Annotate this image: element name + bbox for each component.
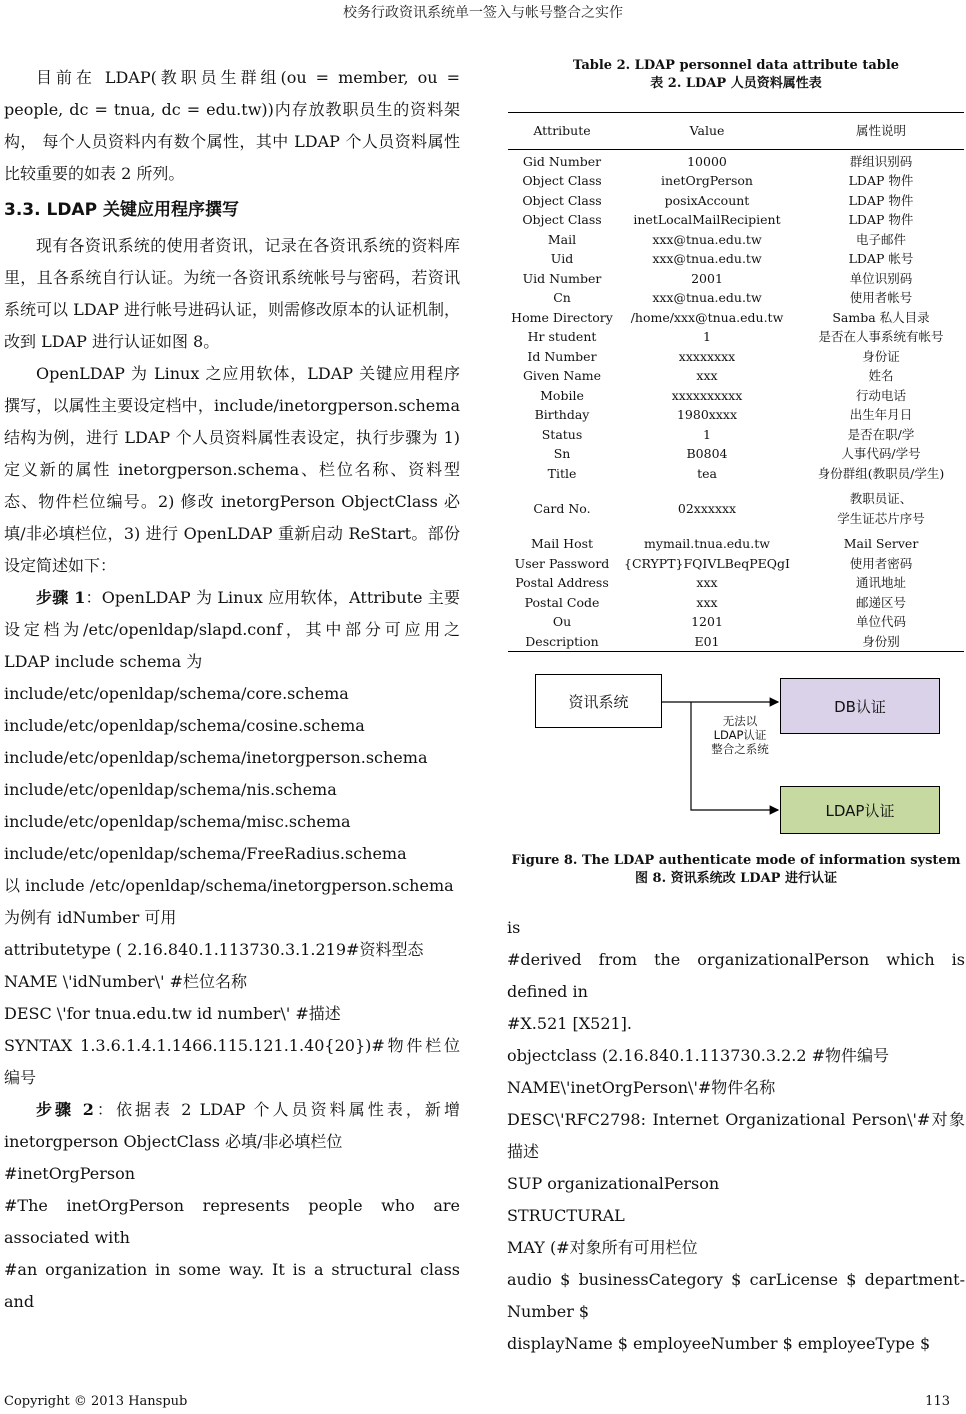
- table-cell: E01: [616, 632, 798, 652]
- code-line: #derived from the organizationalPerson which is defined in: [507, 950, 965, 1001]
- table-row: [508, 230, 964, 250]
- table-row: [508, 308, 964, 328]
- table-row: [508, 269, 964, 289]
- step1-text: ：OpenLDAP 为 Linux 应用软体，Attribute 主要设定档为/etc/openldap/slapd.conf，其中部分可应用之 LDAP include schema 为: [4, 588, 460, 671]
- figure-note: [704, 714, 776, 756]
- code-line: is: [507, 918, 521, 937]
- table-cell: tea: [697, 465, 717, 481]
- table-cell: 邮递区号: [855, 594, 906, 610]
- table-row: [508, 249, 964, 269]
- table-cell: xxxxxxxx: [678, 348, 736, 364]
- table-cell: 身份群组(教职员/学生): [817, 465, 945, 481]
- table-cell: 单位代码: [855, 614, 906, 629]
- table-cell: 人事代码/学号: [841, 446, 921, 461]
- code-comment: #inetOrgPerson: [4, 1164, 136, 1183]
- table-cell: Id Number: [527, 348, 597, 364]
- table-cell: Postal Address: [515, 575, 609, 590]
- include-line: include/etc/openldap/schema/cosine.schema: [4, 716, 365, 735]
- table-row: [508, 534, 964, 554]
- table-cell: Mail: [547, 231, 577, 247]
- code-comment: #The inetOrgPerson represents people who are associated with: [4, 1196, 460, 1247]
- table-cell: Card No.: [533, 500, 591, 516]
- table-cell: xxx@tnua.edu.tw: [652, 231, 762, 247]
- table-cell: posixAccount: [664, 192, 750, 208]
- paragraph-openldap: OpenLDAP 为 Linux 之应用软体，LDAP 关键应用程序撰写，以属性主要设定档中，include/inetorgperson.schema 结构为例，进行 LDAP 个人员资料属性表设定，执行步骤为 1) 定义新的属性 inetorgperson.schema、栏位名称、资料型态、物件栏位编号。2) 修改 inetorgPerson ObjectClass 必填/非必填栏位，3) 进行 OpenLDAP 重新启动 ReStart。部份设定简述如下：: [4, 364, 460, 575]
- table-cell: xxx: [696, 368, 718, 383]
- table-row: [508, 327, 964, 347]
- table-header-cell: Value: [616, 113, 798, 150]
- note-line: LDAP认证: [713, 728, 767, 742]
- table-cell: {CRYPT}FQIVLBeqPEQgI: [624, 555, 790, 571]
- table-cell: Sn: [553, 446, 571, 461]
- table-cell: Description: [508, 632, 616, 652]
- include-line: include/etc/openldap/schema/nis.schema: [4, 780, 337, 799]
- syntax-line: SYNTAX 1.3.6.1.4.1.1466.115.121.1.40{20})#物件栏位编号: [4, 1036, 460, 1087]
- include-line: include/etc/openldap/schema/core.schema: [4, 684, 349, 703]
- info-system-box: 资讯系统: [535, 674, 662, 728]
- table-row: [508, 347, 964, 367]
- table-row: [508, 405, 964, 425]
- table-cell: LDAP 物件: [848, 212, 914, 227]
- step2-label: 步骤 2: [36, 1100, 94, 1119]
- table-row: [508, 444, 964, 464]
- table-row: [508, 554, 964, 574]
- table-cell: xxx@tnua.edu.tw: [652, 251, 762, 266]
- table-cell: B0804: [686, 446, 728, 461]
- table-header-cell: 属性说明: [798, 113, 964, 150]
- section-heading: 3.3. LDAP 关键应用程序撰写: [4, 200, 239, 220]
- table-cell: Samba 私人目录: [832, 309, 930, 325]
- table-body: [508, 149, 964, 652]
- attribute-table: [508, 112, 964, 652]
- table-cell: 通讯地址: [855, 575, 906, 590]
- table-cell: Uid: [550, 251, 574, 266]
- table-cell: LDAP 物件: [848, 192, 914, 208]
- example-intro: 为例有 idNumber 可用: [4, 908, 177, 927]
- table-cell: 出生年月日: [849, 407, 913, 422]
- include-line: include/etc/openldap/schema/inetorgperson.schema: [4, 748, 428, 767]
- table-cell: Home Directory: [511, 309, 613, 325]
- table-cell: 1: [703, 329, 711, 344]
- table-caption-zh: 表 2. LDAP 人员资料属性表: [650, 76, 822, 91]
- table-cell: 1: [703, 426, 711, 442]
- paragraph-auth: 现有各资讯系统的使用者资讯，记录在各资讯系统的资料库里，且各系统自行认证。为统一各资讯系统帐号与密码，若资讯系统可以 LDAP 进行帐号进码认证，则需修改原本的认证机制，改到 LDAP 进行认证如图 8。: [4, 236, 460, 351]
- table-caption-en: Table 2. LDAP personnel data attribute table: [572, 58, 900, 73]
- table-row: [508, 191, 964, 211]
- table-cell: /home/xxx@tnua.edu.tw: [630, 309, 784, 325]
- left-column: [4, 62, 460, 1318]
- table-cell: Birthday: [534, 407, 590, 422]
- table-cell: Cn: [553, 290, 571, 305]
- table-cell: xxxxxxxxxx: [671, 387, 743, 403]
- table-cell: LDAP 物件: [848, 173, 914, 188]
- table-row: [508, 593, 964, 613]
- table-cell: Ou: [552, 614, 572, 629]
- code-line: audio $ businessCategory $ carLicense $ department-Number $: [507, 1270, 965, 1321]
- table-cell: Uid Number: [522, 270, 602, 286]
- table-cell: 单位识别码: [849, 270, 913, 286]
- table-cell: 教职员证、 学生证芯片序号: [837, 491, 925, 526]
- table-row: [508, 425, 964, 445]
- code-line: DESC \'for tnua.edu.tw id number\' #描述: [4, 1004, 341, 1023]
- include-line: include/etc/openldap/schema/misc.schema: [4, 812, 351, 831]
- table-cell: LDAP 帐号: [848, 251, 914, 266]
- table-row: [508, 171, 964, 191]
- table-cell: xxx: [696, 575, 718, 590]
- running-header: 校务行政资讯系统单一签入与帐号整合之实作: [343, 5, 623, 21]
- table-row: [508, 632, 964, 652]
- table-row: [508, 573, 964, 593]
- table-cell: Status: [541, 426, 583, 442]
- table-cell: Postal Code: [524, 594, 600, 610]
- code-line: MAY (#对象所有可用栏位: [507, 1238, 698, 1257]
- table-cell: Object Class: [522, 192, 602, 208]
- table-cell: mymail.tnua.edu.tw: [644, 536, 770, 551]
- db-auth-box: DB认证: [780, 678, 940, 734]
- table-header-cell: Attribute: [508, 113, 616, 150]
- table-cell: 是否在人事系统有帐号: [818, 329, 944, 344]
- table-cell: Gid Number: [522, 153, 602, 169]
- code-line: objectclass (2.16.840.1.113730.3.2.2 #物件编号: [507, 1046, 890, 1065]
- code-line: NAME \'idNumber\' #栏位名称: [4, 972, 247, 991]
- code-line: SUP organizationalPerson: [507, 1174, 720, 1193]
- figure-caption: [508, 852, 964, 888]
- table-cell: 行动电话: [855, 387, 906, 403]
- table-cell: 电子邮件: [855, 231, 906, 247]
- table-cell: inetOrgPerson: [661, 173, 753, 188]
- table-cell: 姓名: [868, 368, 894, 383]
- table-cell: 是否在职/学: [847, 426, 915, 442]
- example-intro: 以 include /etc/openldap/schema/inetorgperson.schema: [4, 876, 454, 895]
- table-cell: Mail Server: [843, 536, 919, 551]
- table-cell: xxx@tnua.edu.tw: [652, 290, 762, 305]
- table-row: [508, 386, 964, 406]
- figure-8: [508, 660, 964, 850]
- table-cell: 02xxxxxx: [677, 500, 737, 516]
- table-row: [508, 612, 964, 632]
- table-cell: inetLocalMailRecipient: [633, 212, 781, 227]
- paragraph-step2: [4, 1094, 460, 1158]
- table-cell: 使用者密码: [849, 555, 913, 571]
- table-row: [508, 483, 964, 534]
- note-line: 无法以: [722, 714, 758, 728]
- table-cell: 身份别: [798, 632, 964, 652]
- table-cell: User Password: [514, 555, 610, 571]
- table-cell: 2001: [691, 270, 723, 286]
- table-row: [508, 210, 964, 230]
- page-number: 113: [925, 1394, 950, 1409]
- paragraph-intro: 目前在 LDAP(教职员生群组(ou = member, ou = people, dc = tnua, dc = edu.tw))内存放教职员生的资料架构， 每个人员资料内有数个属性，其中 LDAP 个人员资料属性比较重要的如表 2 所列。: [4, 68, 460, 183]
- table-cell: xxx: [696, 594, 718, 610]
- code-line: STRUCTURAL: [507, 1206, 625, 1225]
- note-line: 整合之系统: [711, 742, 769, 756]
- footer-copyright: Copyright © 2013 Hanspub: [4, 1394, 188, 1409]
- table-cell: Hr student: [527, 329, 597, 344]
- code-line: #X.521 [X521].: [507, 1014, 633, 1033]
- table-row: [508, 149, 964, 171]
- figure-caption-zh: 图 8. 资讯系统改 LDAP 进行认证: [635, 871, 837, 886]
- table-row: [508, 366, 964, 386]
- code-comment: #an organization in some way. It is a structural class and: [4, 1260, 460, 1311]
- step1-label: 步骤 1: [36, 588, 86, 607]
- table-cell: 1201: [691, 614, 723, 629]
- code-line: attributetype ( 2.16.840.1.113730.3.1.219#资料型态: [4, 940, 424, 959]
- code-line: NAME\'inetOrgPerson\'#物件名称: [507, 1078, 776, 1097]
- code-line: DESC\'RFC2798: Internet Organizational Person\'#对象描述: [507, 1110, 965, 1161]
- table-cell: 群组识别码: [849, 153, 913, 169]
- table-cell: Object Class: [522, 173, 602, 188]
- right-column: [507, 912, 965, 1360]
- paragraph-step1: [4, 582, 460, 678]
- include-line: include/etc/openldap/schema/FreeRadius.schema: [4, 844, 407, 863]
- figure-caption-en: Figure 8. The LDAP authenticate mode of information system: [511, 853, 961, 868]
- table-cell: Object Class: [522, 212, 602, 227]
- table-caption: [508, 57, 964, 93]
- table-cell: Given Name: [522, 368, 602, 383]
- table-cell: 10000: [687, 153, 727, 169]
- table-cell: Mobile: [540, 387, 584, 403]
- ldap-auth-box: LDAP认证: [780, 786, 940, 834]
- table-cell: Title: [547, 465, 577, 481]
- table-cell: 1980xxxx: [676, 407, 737, 422]
- code-line: displayName $ employeeNumber $ employeeType $: [507, 1334, 931, 1353]
- table-cell: 使用者帐号: [849, 290, 913, 305]
- step2-text: ：依据表 2 LDAP 个人员资料属性表，新增 inetorgperson ObjectClass 必填/非必填栏位: [4, 1100, 460, 1151]
- table-row: [508, 288, 964, 308]
- table-cell: Mail Host: [530, 536, 594, 551]
- table-cell: 身份证: [862, 348, 900, 364]
- table-header-row: [508, 113, 964, 150]
- table-row: [508, 464, 964, 484]
